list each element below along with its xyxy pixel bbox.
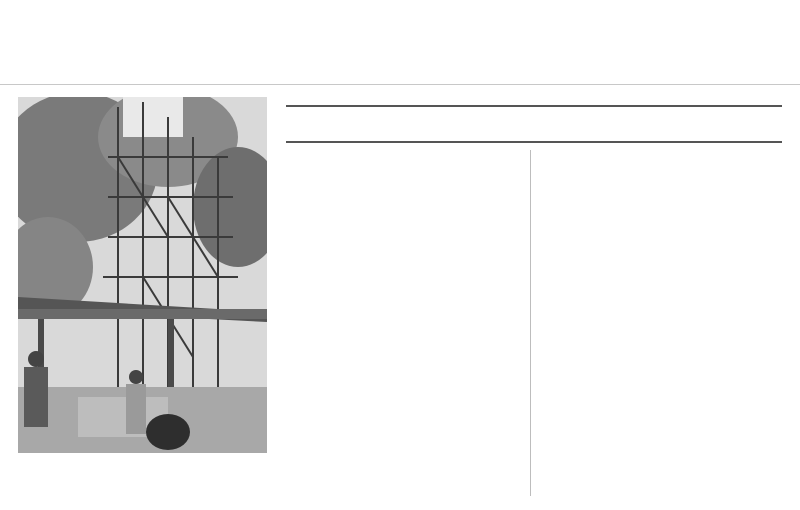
photo-caption bbox=[18, 462, 267, 486]
column-divider bbox=[530, 150, 531, 496]
article-body-column-2 bbox=[538, 150, 788, 502]
article-body-column-1 bbox=[281, 150, 524, 502]
headline-divider bbox=[0, 84, 800, 85]
scaffolding-photo-illustration bbox=[18, 97, 267, 453]
article-headline bbox=[6, 4, 794, 74]
article-photo bbox=[18, 97, 267, 453]
article-subheadline bbox=[286, 105, 782, 143]
